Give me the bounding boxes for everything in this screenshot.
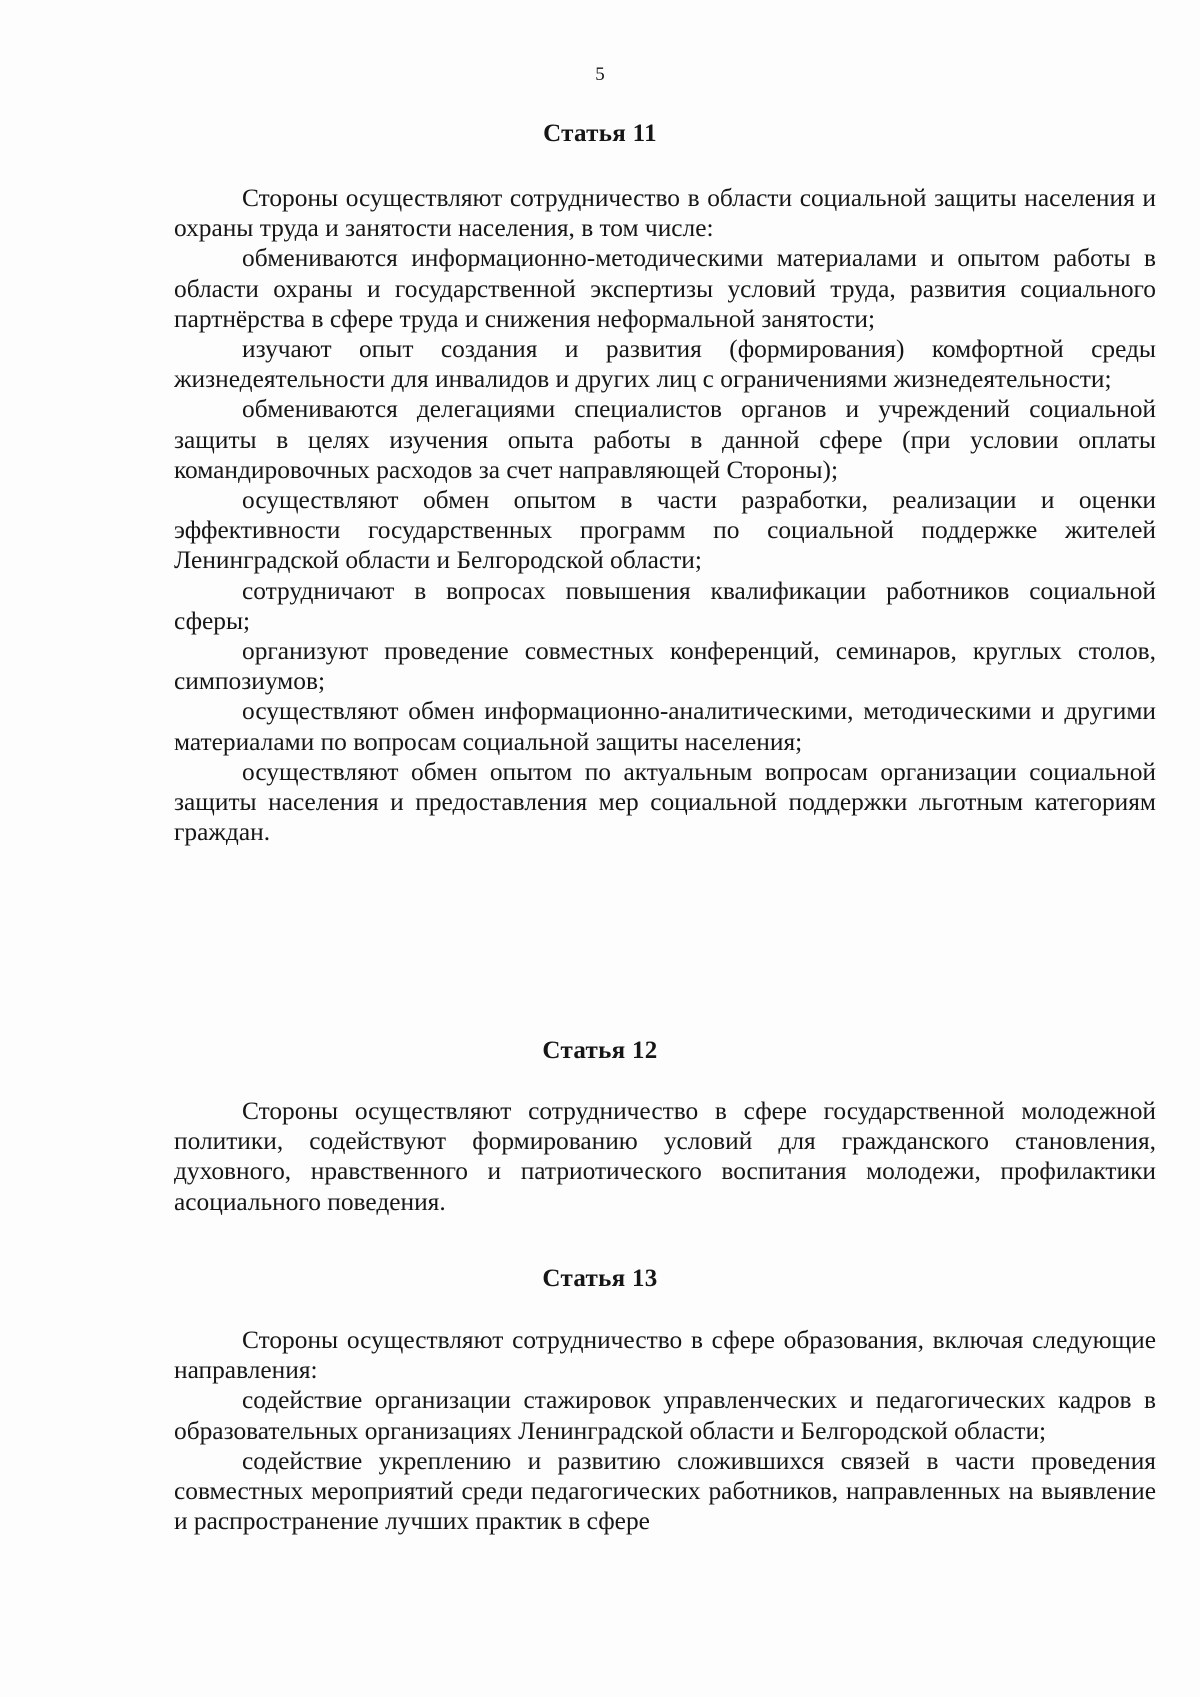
article-12-paragraph: Стороны осуществляют сотрудничество в сфере государственной молодежной политики, содействуют формированию условий для гражданского становления, духовного, нравственного и патриотического воспитания молодежи, профилактики асоциального поведения. <box>174 1097 1156 1216</box>
article-11-heading: Статья 11 <box>543 120 657 147</box>
article-11-paragraph: обмениваются информационно-методическими материалами и опытом работы в области охраны и государственной экспертизы условий труда, развития социального партнёрства в сфере труда и снижения неформальной занятости; <box>174 244 1156 333</box>
article-11-paragraph: осуществляют обмен информационно-аналитическими, методическими и другими материалами по вопросам социальной защиты населения; <box>174 697 1156 756</box>
article-13-paragraph: Стороны осуществляют сотрудничество в сфере образования, включая следующие направления: <box>174 1326 1156 1385</box>
article-13-body <box>174 1325 1156 1536</box>
article-11-paragraph: организуют проведение совместных конференций, семинаров, круглых столов, симпозиумов; <box>174 637 1156 696</box>
article-11-paragraph: осуществляют обмен опытом по актуальным вопросам организации социальной защиты населения и предоставления мер социальной поддержки льготным категориям граждан. <box>174 757 1156 847</box>
page-number: 5 <box>595 64 605 85</box>
article-11-paragraph: изучают опыт создания и развития (формирования) комфортной среды жизнедеятельности для инвалидов и других лиц с ограничениями жизнедеятельности; <box>174 335 1156 394</box>
article-13-paragraph: содействие организации стажировок управленческих и педагогических кадров в образовательных организациях Ленинградской области и Белгородской области; <box>174 1386 1156 1445</box>
article-11-paragraph: сотрудничают в вопросах повышения квалификации работников социальной сферы; <box>174 576 1156 635</box>
article-13-heading: Статья 13 <box>542 1265 658 1292</box>
article-12-body <box>174 1096 1156 1217</box>
article-12-heading: Статья 12 <box>542 1037 658 1064</box>
article-11-paragraph: осуществляют обмен опытом в части разработки, реализации и оценки эффективности государственных программ по социальной поддержке жителей Ленинградской области и Белгородской области; <box>174 486 1156 575</box>
article-13-paragraph: содействие укреплению и развитию сложившихся связей в части проведения совместных мероприятий среди педагогических работников, направленных на выявление и распространение лучших практик в сфере <box>174 1446 1156 1536</box>
article-11-paragraph: обмениваются делегациями специалистов органов и учреждений социальной защиты в целях изучения опыта работы в данной сфере (при условии оплаты командировочных расходов за счет направляющей Стороны); <box>174 395 1156 484</box>
article-11-paragraph: Стороны осуществляют сотрудничество в области социальной защиты населения и охраны труда и занятости населения, в том числе: <box>174 184 1156 243</box>
article-11-body <box>174 183 1156 847</box>
